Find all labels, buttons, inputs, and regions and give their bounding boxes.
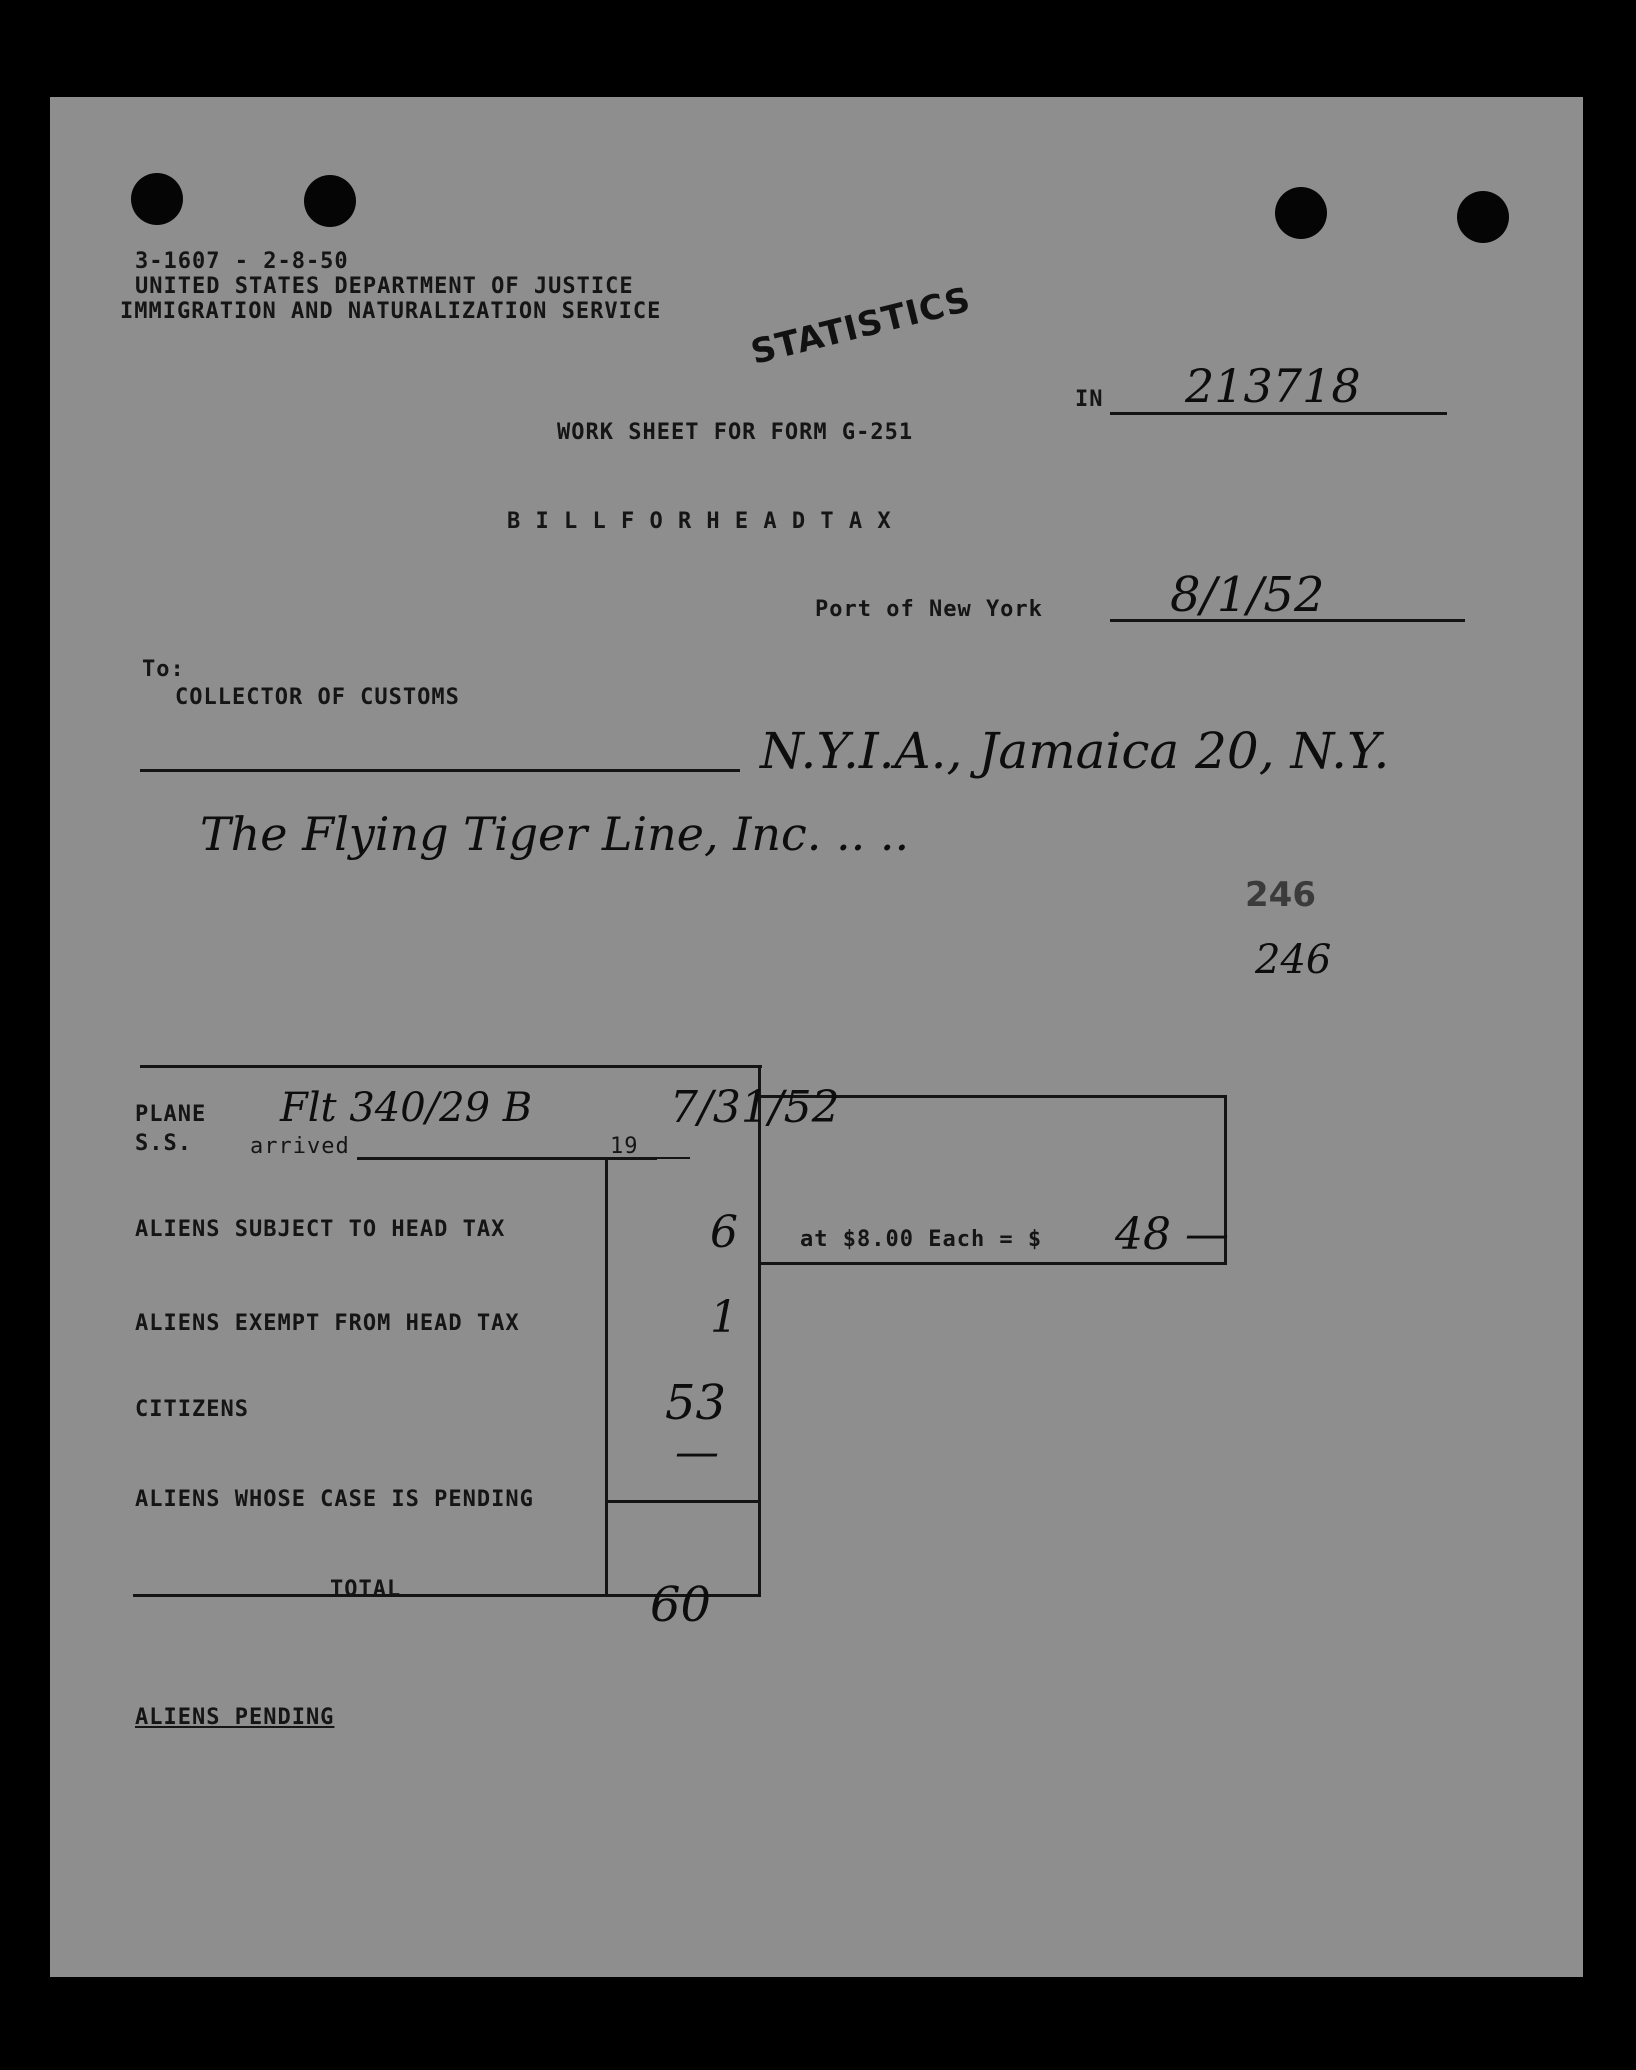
- department-name: UNITED STATES DEPARTMENT OF JUSTICE: [135, 274, 634, 299]
- year-prefix: 19: [610, 1134, 639, 1159]
- row-value-pending: —: [675, 1427, 719, 1478]
- recipient-underline: [140, 769, 740, 772]
- punch-hole-1: [131, 173, 183, 225]
- port-date: 8/1/52: [1170, 567, 1325, 623]
- row-value-exempt: 1: [710, 1292, 738, 1343]
- ss-label: S.S.: [135, 1131, 192, 1156]
- handwritten-number: 246: [1255, 937, 1332, 983]
- stamped-number: 246: [1245, 875, 1316, 915]
- carrier-handwritten: The Flying Tiger Line, Inc. .. ..: [200, 807, 910, 861]
- row-value-subject-to-tax: 6: [710, 1207, 738, 1258]
- total-value: 60: [650, 1577, 712, 1633]
- aliens-pending-label: ALIENS PENDING: [135, 1705, 335, 1730]
- row-value-citizens: 53: [665, 1375, 727, 1431]
- total-label: TOTAL: [330, 1577, 402, 1602]
- rate-text: at $8.00 Each = $: [800, 1227, 1043, 1252]
- service-name: IMMIGRATION AND NATURALIZATION SERVICE: [120, 299, 662, 324]
- document-sheet: [50, 97, 1583, 1977]
- to-label: To:: [142, 657, 185, 682]
- row-label-subject-to-tax: ALIENS SUBJECT TO HEAD TAX: [135, 1217, 506, 1242]
- worksheet-title: WORK SHEET FOR FORM G-251: [557, 420, 914, 445]
- row-label-exempt: ALIENS EXEMPT FROM HEAD TAX: [135, 1311, 520, 1336]
- row-label-pending: ALIENS WHOSE CASE IS PENDING: [135, 1487, 534, 1512]
- form-code: 3-1607 - 2-8-50: [135, 249, 349, 274]
- arrived-label: arrived: [250, 1134, 350, 1159]
- year-underline: [650, 1157, 690, 1159]
- tax-amount: 48 —: [1115, 1209, 1229, 1260]
- total-top-line: [608, 1500, 761, 1503]
- row-label-citizens: CITIZENS: [135, 1397, 249, 1422]
- statistics-stamp: STATISTICS: [747, 279, 975, 373]
- arrival-date: 7/31/52: [670, 1082, 840, 1133]
- bill-title: B I L L F O R H E A D T A X: [507, 509, 892, 534]
- port-label: Port of New York: [815, 597, 1043, 622]
- location-handwritten: N.Y.I.A., Jamaica 20, N.Y.: [760, 722, 1390, 780]
- punch-hole-2: [304, 175, 356, 227]
- punch-hole-3: [1275, 187, 1327, 239]
- to-recipient: COLLECTOR OF CUSTOMS: [175, 685, 460, 710]
- in-label: IN: [1075, 387, 1104, 412]
- rate-box-bottom: [760, 1262, 1227, 1265]
- flight-number: Flt 340/29 B: [280, 1085, 533, 1131]
- value-column-left: [605, 1157, 608, 1597]
- table-top-line: [140, 1065, 762, 1068]
- plane-label: PLANE: [135, 1102, 207, 1127]
- value-column-right: [758, 1065, 761, 1597]
- punch-hole-4: [1457, 191, 1509, 243]
- in-number: 213718: [1185, 359, 1361, 413]
